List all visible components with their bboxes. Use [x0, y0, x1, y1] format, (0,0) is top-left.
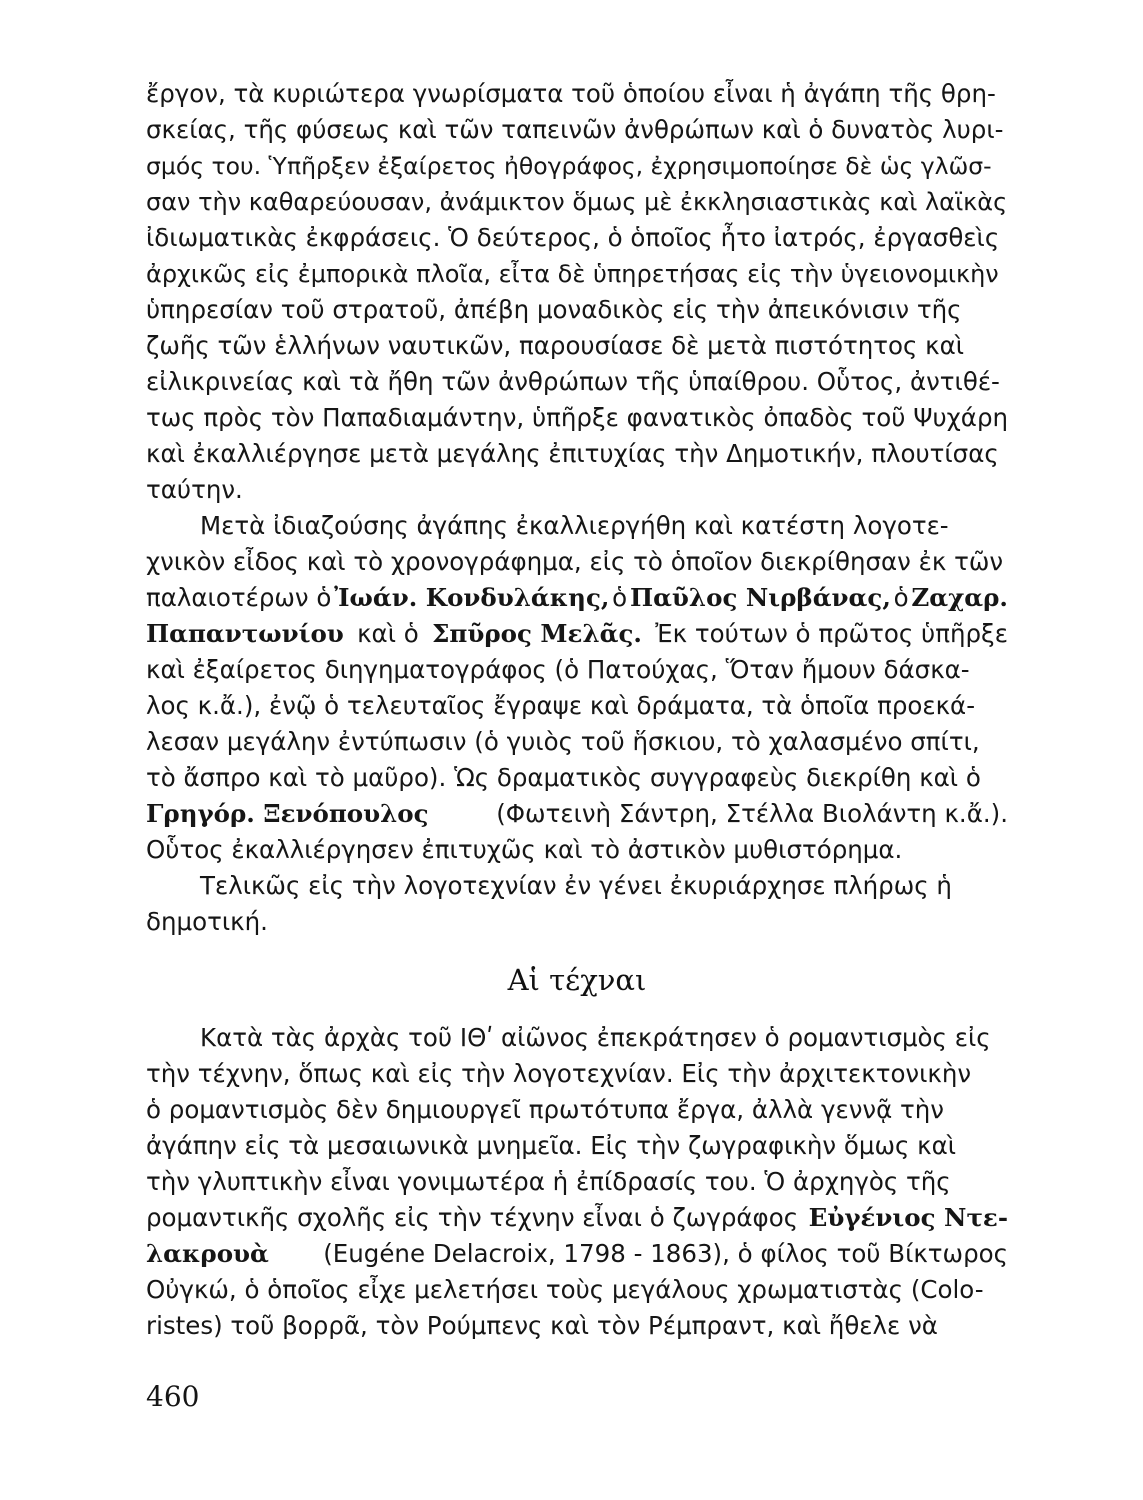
author-name: Ἰωάν. Κονδυλάκης, [334, 583, 610, 612]
text-line: παλαιοτέρων ὁ Ἰωάν. Κονδυλάκης, ὁ Παῦλος Νιρβάνας, ὁ Ζαχαρ. [146, 580, 1008, 616]
text-line: λακρουὰ (Eugéne Delacroix, 1798 - 1863), ὁ φίλος τοῦ Βίκτωρος [146, 1236, 1008, 1272]
text-line: τὸ ἄσπρο καὶ τὸ μαῦρο). Ὡς δραματικὸς συγγραφεὺς διεκρίθη καὶ ὁ [146, 763, 981, 792]
page-body [146, 76, 1008, 1344]
text-line: ζωῆς τῶν ἑλλήνων ναυτικῶν, παρουσίασε δὲ μετὰ πιστότητος καὶ [146, 331, 965, 360]
text-line: ρομαντικῆς σχολῆς εἰς τὴν τέχνην εἶναι ὁ ζωγράφος Εὐγένιος Ντε- [146, 1200, 1008, 1236]
author-name: Γρηγόρ. Ξενόπουλος [146, 799, 429, 828]
text-line: εἰλικρινείας καὶ τὰ ἤθη τῶν ἀνθρώπων τῆς ὑπαίθρου. Οὗτος, ἀντιθέ- [146, 367, 1000, 396]
text-line: σαν τὴν καθαρεύουσαν, ἀνάμικτον ὅμως μὲ ἐκκλησιαστικὰς καὶ λαϊκὰς [146, 188, 1008, 216]
author-name: Παπαντωνίου [146, 619, 344, 648]
text-line: σκείας, τῆς φύσεως καὶ τῶν ταπεινῶν ἀνθρώπων καὶ ὁ δυνατὸς λυρι- [146, 115, 1004, 144]
text-line: Γρηγόρ. Ξενόπουλος (Φωτεινὴ Σάντρη, Στέλλα Βιολάντη κ.ἄ.). [146, 796, 1008, 832]
text-line: λος κ.ἄ.), ἐνῷ ὁ τελευταῖος ἔγραψε καὶ δράματα, τὰ ὁποῖα προεκά- [146, 691, 976, 720]
text-line: τως πρὸς τὸν Παπαδιαμάντην, ὑπῆρξε φανατικὸς ὀπαδὸς τοῦ Ψυχάρη [146, 403, 1009, 432]
author-name: Εὐγένιος Ντε- [808, 1203, 1008, 1232]
text-line: Παπαντωνίου καὶ ὁ Σπῦρος Μελᾶς. Ἐκ τούτων ὁ πρῶτος ὑπῆρξε [146, 616, 1008, 652]
text-line: καὶ ἐξαίρετος διηγηματογράφος (ὁ Πατούχας, Ὅταν ἤμουν δάσκα- [146, 655, 970, 684]
text-line: χνικὸν εἶδος καὶ τὸ χρονογράφημα, εἰς τὸ ὁποῖον διεκρίθησαν ἐκ τῶν [146, 547, 1004, 576]
text-line: ὑπηρεσίαν τοῦ στρατοῦ, ἀπέβη μοναδικὸς εἰς τὴν ἀπεικόνισιν τῆς [146, 295, 962, 324]
text-line: ἰδιωματικὰς ἐκφράσεις. Ὁ δεύτερος, ὁ ὁποῖος ἦτο ἰατρός, ἐργασθεὶς [146, 223, 1000, 252]
text-line: τὴν τέχνην, ὅπως καὶ εἰς τὴν λογοτεχνίαν. Εἰς τὴν ἀρχιτεκτονικὴν [146, 1059, 972, 1088]
author-name: Σπῦρος Μελᾶς. [432, 619, 642, 648]
text-line: δημοτική. [146, 907, 268, 936]
text-line: Οὗτος ἐκαλλιέργησεν ἐπιτυχῶς καὶ τὸ ἀστικὸν μυθιστόρημα. [146, 835, 903, 864]
text-line: Τελικῶς εἰς τὴν λογοτεχνίαν ἐν γένει ἐκυριάρχησε πλήρως ἡ [200, 871, 952, 900]
text-line: ἔργον, τὰ κυριώτερα γνωρίσματα τοῦ ὁποίου εἶναι ἡ ἀγάπη τῆς θρη- [146, 79, 996, 108]
text-line: ἀρχικῶς εἰς ἐμπορικὰ πλοῖα, εἶτα δὲ ὑπηρετήσας εἰς τὴν ὑγειονομικὴν [146, 260, 999, 288]
author-name: Ζαχαρ. [911, 583, 1008, 612]
text-line: Μετὰ ἰδιαζούσης ἀγάπης ἐκαλλιεργήθη καὶ κατέστη λογοτε- [200, 511, 949, 540]
author-name: λακρουὰ [146, 1239, 269, 1268]
author-name: Παῦλος Νιρβάνας, [629, 583, 891, 612]
text-line: καὶ ἐκαλλιέργησε μετὰ μεγάλης ἐπιτυχίας τὴν Δημοτικήν, πλουτίσας [146, 439, 999, 468]
text-line: ἀγάπην εἰς τὰ μεσαιωνικὰ μνημεῖα. Εἰς τὴν ζωγραφικὴν ὅμως καὶ [146, 1131, 957, 1160]
section-heading: Αἱ τέχναι [507, 963, 647, 997]
text-line: Κατὰ τὰς ἀρχὰς τοῦ ΙΘʹ αἰῶνος ἐπεκράτησεν ὁ ρομαντισμὸς εἰς [200, 1023, 991, 1052]
page-number: 460 [146, 1380, 200, 1413]
text-line: Οὐγκώ, ὁ ὁποῖος εἶχε μελετήσει τοὺς μεγάλους χρωματιστὰς (Colo- [146, 1275, 984, 1304]
text-line: τὴν γλυπτικὴν εἶναι γονιμωτέρα ἡ ἐπίδρασίς του. Ὁ ἀρχηγὸς τῆς [146, 1167, 951, 1196]
text-line: ταύτην. [146, 475, 243, 504]
text-line: ristes) τοῦ βορρᾶ, τὸν Ρούμπενς καὶ τὸν Ρέμπραντ, καὶ ἤθελε νὰ [146, 1311, 938, 1340]
text-line: ὁ ρομαντισμὸς δὲν δημιουργεῖ πρωτότυπα ἔργα, ἀλλὰ γεννᾷ τὴν [146, 1095, 944, 1124]
text-line: σμός του. Ὑπῆρξεν ἐξαίρετος ἠθογράφος, ἐχρησιμοποίησε δὲ ὡς γλῶσ- [146, 152, 992, 180]
text-line: λεσαν μεγάλην ἐντύπωσιν (ὁ γυιὸς τοῦ ἥσκιου, τὸ χαλασμένο σπίτι, [146, 727, 980, 756]
